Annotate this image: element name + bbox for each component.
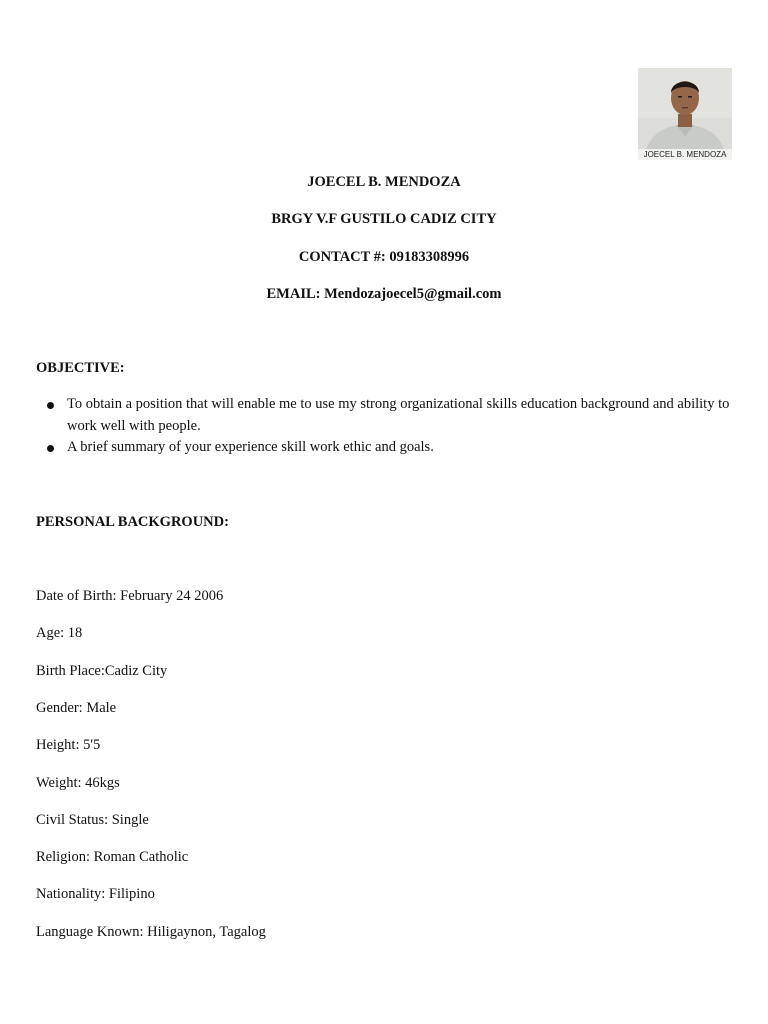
- objective-text: A brief summary of your experience skill work ethic and goals.: [67, 439, 434, 455]
- objective-text: To obtain a position that will enable me to use my strong organizational skills education background and ability to work well with people.: [67, 396, 730, 434]
- applicant-address: BRGY V.F GUSTILO CADIZ CITY: [271, 211, 497, 227]
- objective-list: [36, 394, 736, 459]
- list-item: [36, 437, 736, 459]
- objective-heading: OBJECTIVE:: [36, 360, 125, 376]
- languages-known: Language Known: Hiligaynon, Tagalog: [36, 924, 266, 940]
- photo-caption: JOECEL B. MENDOZA: [638, 149, 732, 160]
- religion: Religion: Roman Catholic: [36, 849, 189, 865]
- bullet-icon: [47, 445, 54, 452]
- nationality: Nationality: Filipino: [36, 886, 155, 902]
- civil-status: Civil Status: Single: [36, 812, 149, 828]
- height: Height: 5'5: [36, 737, 101, 753]
- weight: Weight: 46kgs: [36, 775, 120, 791]
- gender: Gender: Male: [36, 700, 117, 716]
- birth-place: Birth Place:Cadiz City: [36, 663, 168, 679]
- applicant-name: JOECEL B. MENDOZA: [307, 174, 461, 190]
- list-item: [36, 394, 736, 437]
- date-of-birth: Date of Birth: February 24 2006: [36, 588, 224, 604]
- person-portrait-image: [638, 68, 732, 160]
- bullet-icon: [47, 402, 54, 409]
- profile-photo: [638, 68, 732, 160]
- personal-background-heading: PERSONAL BACKGROUND:: [36, 514, 229, 530]
- applicant-contact: CONTACT #: 09183308996: [298, 249, 470, 265]
- age: Age: 18: [36, 625, 83, 641]
- applicant-email: EMAIL: Mendozajoecel5@gmail.com: [266, 286, 502, 302]
